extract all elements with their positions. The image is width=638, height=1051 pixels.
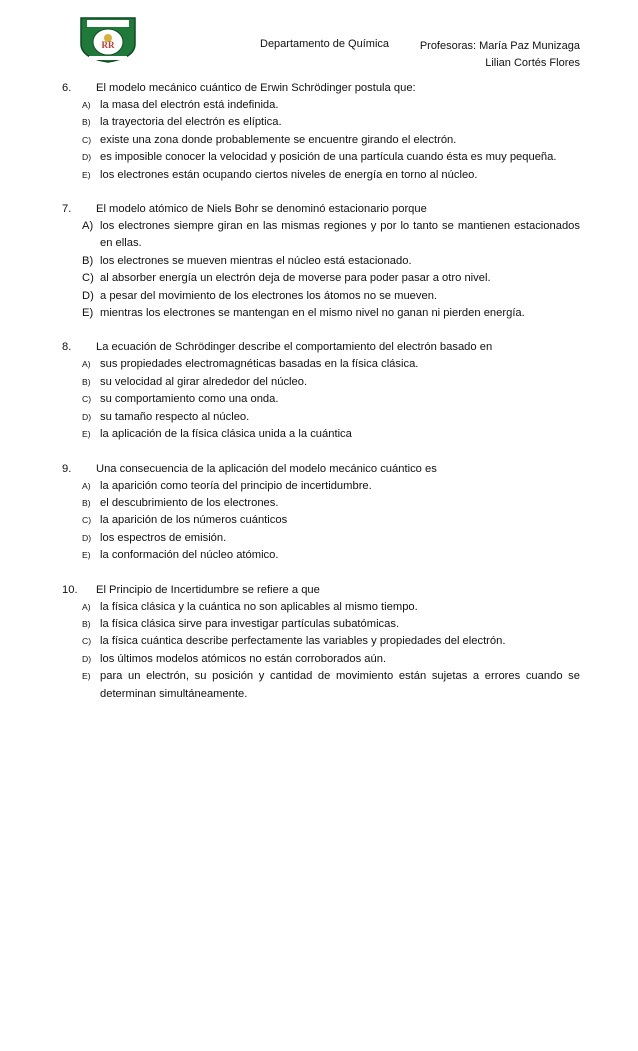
question-number: 7. — [62, 203, 72, 216]
question-number: 8. — [62, 341, 72, 354]
option-letter: E) — [82, 550, 91, 561]
option-text: los electrones se mueven mientras el núcleo está estacionado. — [100, 254, 412, 267]
answer-option — [62, 253, 580, 270]
question-stem — [62, 201, 580, 218]
answer-option — [62, 530, 580, 547]
question-text: El Principio de Incertidumbre se refiere a que — [96, 583, 320, 596]
option-letter: C) — [82, 394, 92, 405]
option-letter: A) — [82, 359, 91, 370]
question-text: El modelo mecánico cuántico de Erwin Schrödinger postula que: — [96, 82, 416, 94]
answer-option — [62, 478, 580, 495]
option-text: los espectros de emisión. — [100, 531, 227, 544]
answer-option — [62, 599, 580, 616]
answer-option — [62, 114, 580, 131]
question-stem — [62, 80, 580, 97]
svg-text:RR: RR — [101, 40, 115, 50]
option-text: su comportamiento como una onda. — [100, 393, 279, 406]
answer-option — [62, 167, 580, 184]
option-text: a pesar del movimiento de los electrones los átomos no se mueven. — [100, 289, 438, 302]
option-text: los electrones están ocupando ciertos niveles de energía en torno al núcleo. — [100, 168, 478, 181]
option-text: sus propiedades electromagnéticas basadas en la física clásica. — [100, 358, 419, 371]
question-item — [62, 80, 580, 184]
option-text: la física cuántica describe perfectamente las variables y propiedades del electrón. — [100, 635, 506, 648]
option-letter: A) — [82, 100, 91, 110]
option-letter: C) — [82, 515, 92, 526]
option-text: mientras los electrones se mantengan en el mismo nivel no ganan ni pierden energía. — [100, 307, 525, 320]
option-letter: B) — [82, 117, 91, 128]
option-letter: B) — [82, 497, 91, 508]
answer-option — [62, 270, 580, 287]
option-text: su velocidad al girar alrededor del núcleo. — [100, 375, 308, 388]
option-letter: E) — [82, 307, 94, 320]
answer-option — [62, 633, 580, 650]
option-text: la física clásica sirve para investigar partículas subatómicas. — [100, 617, 400, 630]
option-text: existe una zona donde probablemente se encuentre girando el electrón. — [100, 133, 457, 146]
question-text: Una consecuencia de la aplicación del modelo mecánico cuántico es — [96, 462, 437, 475]
answer-option — [62, 132, 580, 149]
option-text: para un electrón, su posición y cantidad de movimiento están sujetas a errores cuando se determinan simultáneamente. — [100, 670, 580, 700]
question-stem — [62, 461, 580, 478]
option-letter: E) — [82, 671, 91, 682]
teacher-line-1: Profesoras: María Paz Munizaga — [419, 40, 580, 52]
option-text: es imposible conocer la velocidad y posición de una partícula cuando ésta es muy pequeña. — [100, 151, 557, 164]
option-text: la aplicación de la física clásica unida a la cuántica — [100, 428, 352, 441]
option-letter: C) — [82, 636, 92, 647]
option-text: los últimos modelos atómicos no están corroborados aún. — [100, 652, 387, 665]
answer-option — [62, 149, 580, 166]
option-text: al absorber energía un electrón deja de moverse para poder pasar a otro nivel. — [100, 272, 491, 285]
option-letter: C) — [82, 272, 94, 285]
option-letter: A) — [82, 220, 94, 233]
question-text: El modelo atómico de Niels Bohr se denominó estacionario porque — [96, 203, 427, 216]
answer-option — [62, 374, 580, 391]
option-text: su tamaño respecto al núcleo. — [100, 410, 250, 423]
option-text: los electrones siempre giran en las mismas regiones y por lo tanto se mantienen estacionados en ellas. — [100, 220, 580, 250]
answer-option — [62, 288, 580, 305]
option-letter: C) — [82, 134, 92, 145]
question-stem — [62, 582, 580, 599]
teachers-label — [420, 38, 580, 72]
answer-option — [62, 409, 580, 426]
option-letter: A) — [82, 601, 91, 612]
answer-option — [62, 651, 580, 668]
question-list — [62, 80, 580, 720]
option-letter: D) — [82, 289, 94, 302]
option-letter: D) — [82, 653, 92, 664]
option-letter: B) — [82, 254, 94, 267]
question-item — [62, 201, 580, 322]
question-item — [62, 461, 580, 565]
option-text: la aparición de los números cuánticos — [100, 514, 288, 527]
question-text: La ecuación de Schrödinger describe el comportamiento del electrón basado en — [96, 341, 493, 354]
department-label: Departamento de Química — [260, 38, 390, 50]
question-number: 10. — [62, 583, 78, 596]
option-letter: B) — [82, 376, 91, 387]
answer-option — [62, 616, 580, 633]
option-letter: D) — [82, 411, 92, 422]
option-text: la conformación del núcleo atómico. — [100, 549, 279, 562]
school-crest-icon — [78, 14, 138, 64]
option-letter: A) — [82, 480, 91, 491]
question-stem — [62, 339, 580, 356]
teacher-line-2: Lilian Cortés Flores — [485, 57, 580, 69]
option-text: el descubrimiento de los electrones. — [100, 496, 279, 509]
option-text: la aparición como teoría del principio de incertidumbre. — [100, 479, 372, 492]
option-letter: E) — [82, 429, 91, 440]
question-number: 9. — [62, 462, 72, 475]
answer-option — [62, 495, 580, 512]
option-text: la masa del electrón está indefinida. — [100, 99, 279, 111]
option-letter: D) — [82, 152, 92, 163]
answer-option — [62, 547, 580, 564]
option-letter: B) — [82, 618, 91, 629]
option-text: la física clásica y la cuántica no son aplicables al mismo tiempo. — [100, 600, 418, 613]
option-letter: E) — [82, 169, 91, 180]
answer-option — [62, 97, 580, 114]
question-item — [62, 582, 580, 703]
answer-option — [62, 305, 580, 322]
answer-option — [62, 356, 580, 373]
answer-option — [62, 391, 580, 408]
option-letter: D) — [82, 532, 92, 543]
answer-option — [62, 218, 580, 253]
option-text: la trayectoria del electrón es elíptica. — [100, 116, 282, 129]
answer-option — [62, 426, 580, 443]
answer-option — [62, 668, 580, 703]
question-number: 6. — [62, 82, 72, 94]
answer-option — [62, 512, 580, 529]
question-item — [62, 339, 580, 443]
